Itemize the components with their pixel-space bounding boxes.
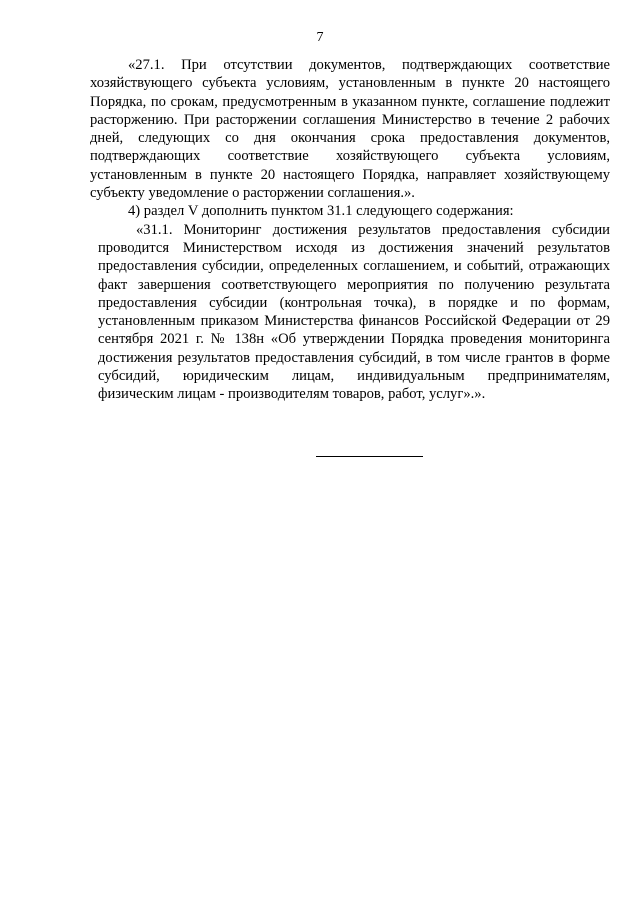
paragraph-27-1: «27.1. При отсутствии документов, подтверждающих соответствие хозяйствующего субъекта условиям, установленным в пункте 20 настоящего Порядка, по срокам, предусмотренным в указанном пункте, соглашение подлежит расторжению. При расторжении соглашения Министерство в течение 2 рабочих дней, следующих со дня окончания срока предоставления документов, подтверждающих соответствие хозяйствующего субъекта условиям, установленным в пункте 20 настоящего Порядка, направляет хозяйствующему субъекту уведомление о расторжении соглашения.».	[90, 57, 610, 202]
closing-rule	[316, 456, 423, 457]
page-number: 7	[316, 30, 324, 45]
paragraph-31-1: «31.1. Мониторинг достижения результатов предоставления субсидии проводится Министерством исходя из достижения значений результатов предоставления субсидии, определенных соглашением, и событий, отражающих факт завершения соответствующего мероприятия по получению результата предоставления субсидии (контрольная точка), в порядке и по формам, установленным приказом Министерства финансов Российской Федерации от 29 сентября 2021 г. № 138н «Об утверждении Порядка проведения мониторинга достижения результатов предоставления субсидий, в том числе грантов в форме субсидий, юридическим лицам, индивидуальным предпринимателям, физическим лицам - производителям товаров, работ, услуг».».	[98, 221, 610, 403]
paragraph-section-v-amendment: 4) раздел V дополнить пунктом 31.1 следующего содержания:	[128, 203, 514, 220]
document-body	[90, 56, 610, 404]
